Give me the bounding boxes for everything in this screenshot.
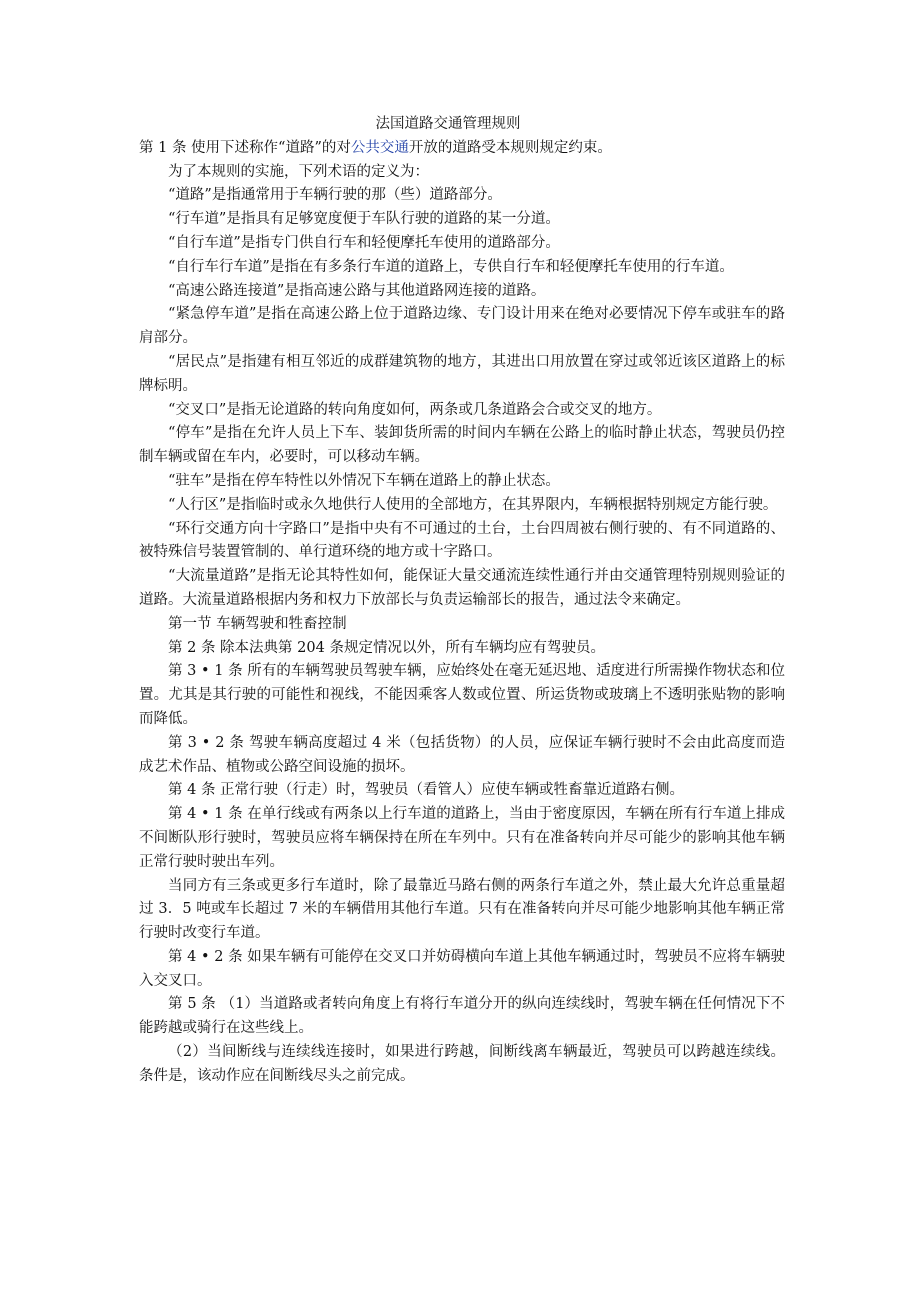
paragraph-def-road: “道路”是指通常用于车辆行驶的那（些）道路部分。: [168, 187, 502, 204]
article-4-1: 第 4 • 1 条 在单行线或有两条以上行车道的道路上，当由于密度原因，车辆在所有行车道上排成不间断队形行驶时，驾驶员应将车辆保持在所在车列中。只有在准备转向并尽可能少的影响其他车辆正常行驶时驶出车列。: [139, 806, 785, 870]
article-1-suffix: 开放的道路受本规则规定约束。: [408, 139, 612, 156]
paragraph-def-lane: “行车道”是指具有足够宽度便于车队行驶的道路的某一分道。: [168, 211, 560, 228]
article-5-1: 第 5 条 （1）当道路或者转向角度上有将行车道分开的纵向连续线时，驾驶车辆在任何情况下不能跨越或骑行在这些线上。: [139, 996, 785, 1037]
article-1: [139, 137, 785, 161]
paragraph-def-pedestrian-zone: “人行区”是指临时或永久地供行人使用的全部地方，在其界限内，车辆根据特别规定方能行驶。: [168, 496, 778, 513]
paragraph-def-roundabout: “环行交通方向十字路口”是指中央有不可通过的土台，土台四周被右侧行驶的、有不同道路的、被特殊信号装置管制的、单行道环绕的地方或十字路口。: [139, 520, 785, 561]
article-3-1: 第 3 • 1 条 所有的车辆驾驶员驾驶车辆，应始终处在毫无延迟地、适度进行所需操作物状态和位置。尤其是其行驶的可能性和视线，不能因乘客人数或位置、所运货物或玻璃上不透明张贴物的影响而降低。: [139, 663, 785, 727]
article-4-1-continued: 当同方有三条或更多行车道时，除了最靠近马路右侧的两条行车道之外，禁止最大允许总重量超过 3．5 吨或车长超过 7 米的车辆借用其他行车道。只有在准备转向并尽可能少地影响其他车辆正常行驶时改变行车道。: [139, 877, 785, 942]
article-2: 第 2 条 除本法典第 204 条规定情况以外，所有车辆均应有驾驶员。: [168, 639, 605, 656]
paragraph-def-settlement: “居民点”是指建有相互邻近的成群建筑物的地方，其进出口用放置在穿过或邻近该区道路上的标牌标明。: [139, 353, 785, 394]
paragraph-definitions-intro: 为了本规则的实施，下列术语的定义为：: [168, 163, 429, 180]
paragraph-def-stopping: “停车”是指在允许人员上下车、装卸货所需的时间内车辆在公路上的临时静止状态，驾驶员仍控制车辆或留在车内，必要时，可以移动车辆。: [139, 425, 785, 466]
paragraph-def-emergency-lane: “紧急停车道”是指在高速公路上位于道路边缘、专门设计用来在绝对必要情况下停车或驻车的路肩部分。: [139, 306, 785, 347]
paragraph-def-high-traffic-road: “大流量道路”是指无论其特性如何，能保证大量交通流连续性通行并由交通管理特别规则验证的道路。大流量道路根据内务和权力下放部长与负责运输部长的报告，通过法令来确定。: [139, 568, 785, 608]
article-4-2: 第 4 • 2 条 如果车辆有可能停在交叉口并妨碍横向车道上其他车辆通过时，驾驶员不应将车辆驶入交叉口。: [139, 948, 785, 989]
paragraph-def-bike-path: “自行车道”是指专门供自行车和轻便摩托车使用的道路部分。: [168, 234, 560, 251]
public-transport-link[interactable]: 公共交通: [350, 139, 409, 156]
article-5-2: （2）当间断线与连续线连接时，如果进行跨越，间断线离车辆最近，驾驶员可以跨越连续线。条件是，该动作应在间断线尽头之前完成。: [139, 1044, 785, 1084]
article-1-prefix: 第 1 条 使用下述称作“道路”的对: [139, 139, 351, 156]
paragraph-def-bike-lane: “自行车行车道”是指在有多条行车道的道路上，专供自行车和轻便摩托车使用的行车道。: [168, 258, 734, 275]
section-heading: 第一节 车辆驾驶和牲畜控制: [168, 615, 347, 632]
paragraph-def-intersection: “交叉口”是指无论道路的转向角度如何，两条或几条道路会合或交叉的地方。: [168, 401, 662, 418]
document-title: 法国道路交通管理规则: [375, 116, 521, 132]
paragraph-def-highway-connector: “高速公路连接道”是指高速公路与其他道路网连接的道路。: [168, 282, 546, 299]
article-4: 第 4 条 正常行驶（行走）时，驾驶员（看管人）应使车辆或牲畜靠近道路右侧。: [168, 782, 685, 799]
document-page: [139, 113, 785, 1089]
article-3-2: 第 3 • 2 条 驾驶车辆高度超过 4 米（包括货物）的人员，应保证车辆行驶时不会由此高度而造成艺术作品、植物或公路空间设施的损坏。: [139, 734, 785, 775]
paragraph-def-parking: “驻车”是指在停车特性以外情况下车辆在道路上的静止状态。: [168, 472, 560, 489]
